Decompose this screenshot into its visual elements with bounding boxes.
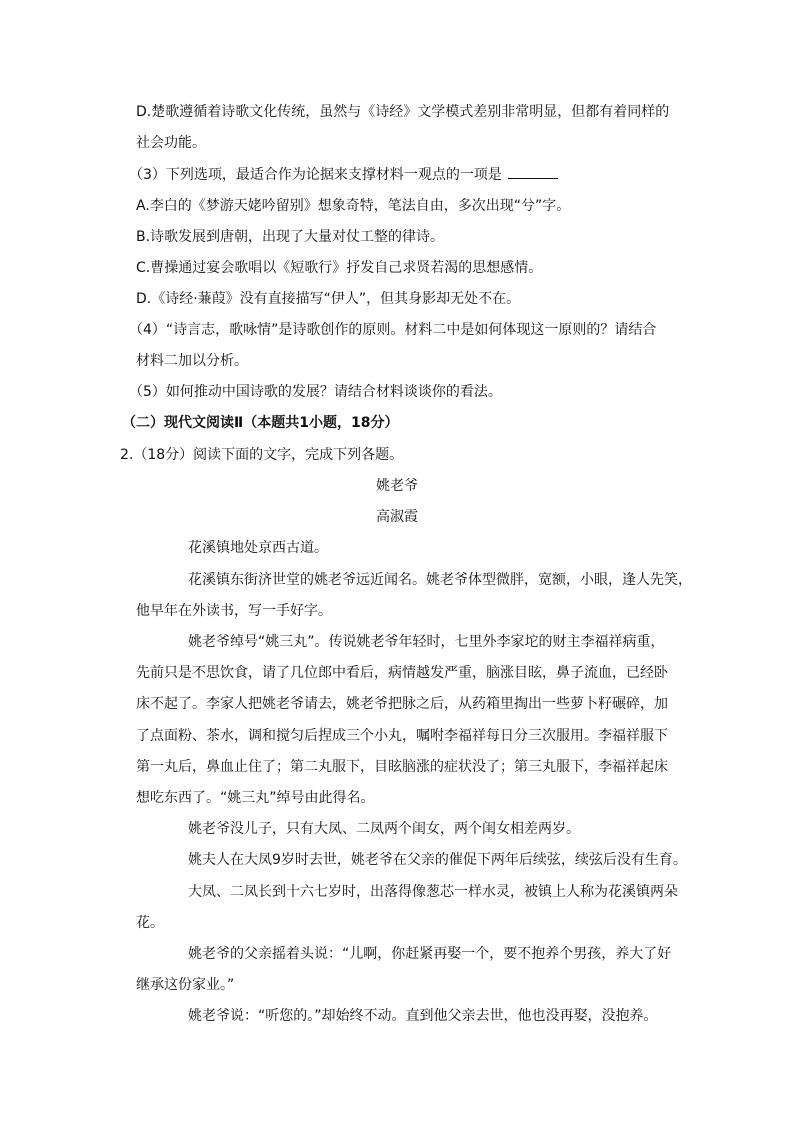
paragraph-line: 了点面粉、茶水，调和搅匀后捏成三个小丸，嘱咐李福祥每日分三次服用。李福祥服下 [136,728,668,744]
paragraph-line: 继承这份家业。” [136,977,235,993]
paragraph-line: 姚老爷绰号“姚三丸”。传说姚老爷年轻时，七里外李家坨的财主李福祥病重， [188,634,665,650]
story-title: 姚老爷 [376,478,418,494]
paragraph-line: 大凤、二凤长到十六七岁时，出落得像葱芯一样水灵，被镇上人称为花溪镇两朵 [188,884,678,900]
q5: （5）如何推动中国诗歌的发展？请结合材料谈谈你的看法。 [129,384,502,400]
paragraph-line: 花溪镇东街济世堂的姚老爷远近闻名。姚老爷体型微胖，宽额，小眼，逢人先笑， [188,572,692,588]
q3-stem [129,164,558,185]
q4-line2: 材料二加以分析。 [136,353,248,369]
q3-option-c: C.曹操通过宴会歌唱以《短歌行》抒发自己求贤若渴的思想感情。 [136,260,543,276]
paragraph-line: 床不起了。李家人把姚老爷请去，姚老爷把脉之后，从药箱里掏出一些萝卜籽碾碎，加 [136,696,668,712]
paragraph-line: 姚老爷说：“听您的。”却始终不动。直到他父亲去世，他也没再娶，没抱养。 [188,1008,658,1024]
paragraph-line: 想吃东西了。“姚三丸”绰号由此得名。 [136,790,375,806]
paragraph-line: 第一丸后，鼻血止住了；第二丸服下，目眩脑涨的症状没了；第三丸服下，李福祥起床 [136,759,668,775]
q4-line1: （4）“诗言志，歌咏情”是诗歌创作的原则。材料二中是如何体现这一原则的？请结合 [129,322,657,338]
q3-option-b: B.诗歌发展到唐朝，出现了大量对仗工整的律诗。 [136,229,445,245]
paragraph-line: 他早年在外读书，写一手好字。 [136,603,332,619]
paragraph-line: 姚老爷的父亲摇着头说：“儿啊，你赶紧再娶一个，要不抱养个男孩，养大了好 [188,946,672,962]
answer-blank[interactable] [508,164,558,179]
paragraph-line: 花溪镇地处京西古道。 [188,540,328,556]
q1-option-d-line2: 社会功能。 [136,135,206,151]
q1-option-d-line1: D.楚歌遵循着诗歌文化传统，虽然与《诗经》文学模式差别非常明显，但都有着同样的 [136,104,670,120]
story-author: 高淑霞 [376,509,418,525]
q3-option-a: A.李白的《梦游天姥吟留别》想象奇特，笔法自由，多次出现“兮”字。 [136,198,571,214]
q3-option-d: D.《诗经·蒹葭》没有直接描写“伊人”，但其身影却无处不在。 [136,291,521,307]
paragraph-line: 先前只是不思饮食，请了几位郎中看后，病情越发严重，脑涨目眩，鼻子流血，已经卧 [136,665,668,681]
paragraph-line: 姚夫人在大凤9岁时去世，姚老爷在父亲的催促下两年后续弦，续弦后没有生育。 [188,852,687,868]
paragraph-line: 花。 [136,915,164,931]
question-intro: 2.（18分）阅读下面的文字，完成下列各题。 [120,447,404,463]
section-heading: （二）现代文阅读Ⅱ（本题共1小题，18分） [122,415,399,431]
q3-stem-text: （3）下列选项，最适合作为论据来支撑材料一观点的一项是 [129,167,502,183]
paragraph-line: 姚老爷没儿子，只有大凤、二凤两个闺女，两个闺女相差两岁。 [188,821,580,837]
